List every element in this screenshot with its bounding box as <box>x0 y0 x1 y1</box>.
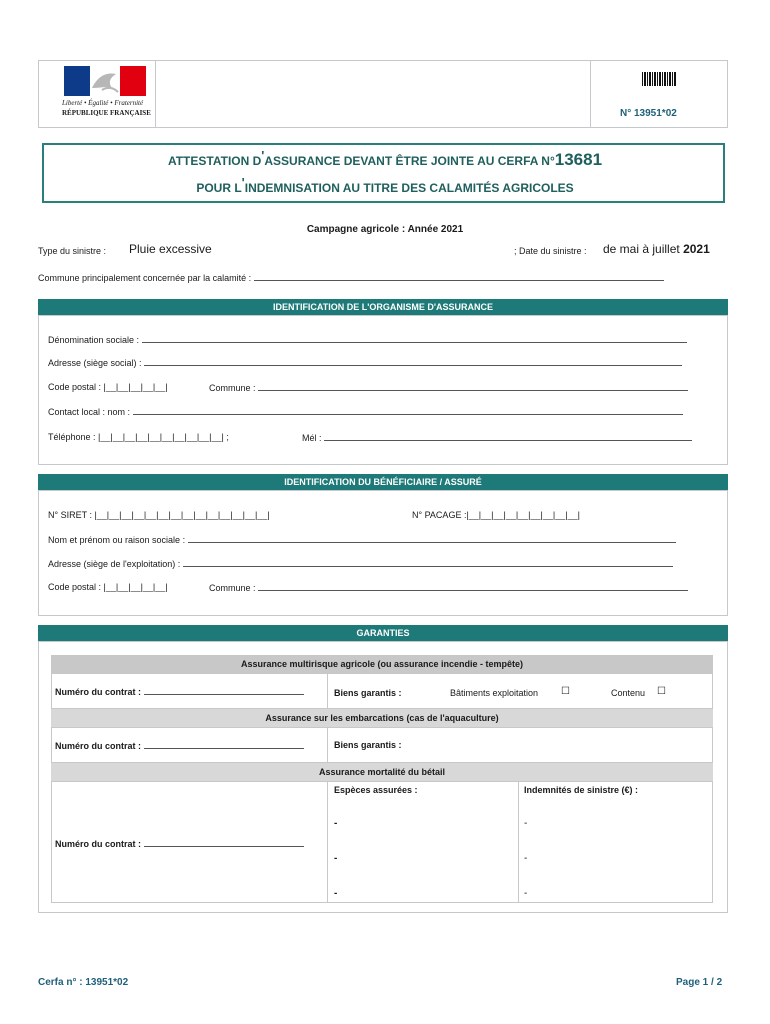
fill-line <box>144 838 304 847</box>
fill-line <box>142 334 687 343</box>
adresse-exploitation-label: Adresse (siège de l'exploitation) : <box>48 559 181 569</box>
marianne-icon <box>62 66 148 96</box>
indemnite-entry-1[interactable]: - <box>524 818 528 829</box>
org-commune-label: Commune : <box>209 383 256 393</box>
benef-commune-field[interactable] <box>209 582 699 593</box>
mortalite-indemnites-cell <box>518 781 713 903</box>
sinistre-type-label: Type du sinistre : <box>38 246 107 256</box>
siret-label: N° SIRET : |__|__|__|__|__|__|__|__|__|__|__|__|__|__| <box>48 510 270 520</box>
fill-line <box>144 686 304 695</box>
pacage-label: N° PACAGE :|__|__|__|__|__|__|__|__|__| <box>412 510 580 520</box>
title-line-1 <box>0 148 770 170</box>
espece-entry-1[interactable]: - <box>334 818 338 829</box>
section-header-organisme: IDENTIFICATION DE L'ORGANISME D'ASSURANCE <box>38 299 728 315</box>
multirisque-contrat-field[interactable] <box>55 686 325 697</box>
contact-nom-field[interactable] <box>48 406 698 417</box>
logo-republique: RÉPUBLIQUE FRANÇAISE <box>62 109 151 117</box>
sinistre-type-value[interactable]: Pluie excessive <box>129 242 212 256</box>
commune-concernee-label: Commune principalement concernée par la calamité : <box>38 273 252 283</box>
org-code-postal-label: Code postal : |__|__|__|__|__| <box>48 382 168 392</box>
header-divider-right <box>590 60 591 128</box>
form-number: N° 13951*02 <box>620 108 677 119</box>
mel-label: Mél : <box>302 433 322 443</box>
indemnite-entry-2[interactable]: - <box>524 853 528 864</box>
title-part: ASSURANCE DEVANT ÊTRE JOINTE AU CERFA N° <box>264 154 555 168</box>
benef-code-postal-field[interactable] <box>48 582 168 592</box>
fill-line <box>144 740 304 749</box>
date-range: de mai à juillet <box>603 242 680 256</box>
adresse-siege-label: Adresse (siège social) : <box>48 358 142 368</box>
title-part: POUR L <box>196 181 242 195</box>
fill-line <box>254 272 664 281</box>
section-header-garanties: GARANTIES <box>38 625 728 641</box>
benef-commune-label: Commune : <box>209 583 256 593</box>
mortalite-especes-cell <box>327 781 519 903</box>
title-apostrophe: ' <box>241 175 245 190</box>
biens-garantis-label: Biens garantis : <box>334 688 402 698</box>
denomination-label: Dénomination sociale : <box>48 335 140 345</box>
nom-raison-sociale-label: Nom et prénom ou raison sociale : <box>48 535 186 545</box>
siret-field[interactable] <box>48 510 270 520</box>
org-commune-field[interactable] <box>209 382 699 393</box>
embarcations-contrat-field[interactable] <box>55 740 325 751</box>
mortalite-title: Assurance mortalité du bétail <box>51 763 713 781</box>
republique-francaise-logo <box>62 66 152 124</box>
numero-contrat-label: Numéro du contrat : <box>55 741 142 751</box>
espece-entry-3[interactable]: - <box>334 888 338 899</box>
logo-motto: Liberté • Égalité • Fraternité <box>62 99 144 107</box>
espece-entry-2[interactable]: - <box>334 853 338 864</box>
fill-line <box>133 406 683 415</box>
indemnites-sinistre-label: Indemnités de sinistre (€) : <box>524 785 639 795</box>
fill-line <box>188 534 676 543</box>
sinistre-date-value[interactable] <box>603 242 710 256</box>
title-line-2 <box>0 175 770 195</box>
contact-nom-label: Contact local : nom : <box>48 407 131 417</box>
contenu-checkbox[interactable]: ☐ <box>657 686 666 697</box>
mel-field[interactable] <box>302 432 702 443</box>
title-apostrophe: ' <box>261 148 265 163</box>
numero-contrat-label: Numéro du contrat : <box>55 687 142 697</box>
fill-line <box>258 382 688 391</box>
title-part: ATTESTATION D <box>167 154 262 168</box>
fill-line <box>324 432 692 441</box>
campaign-label: Campagne agricole : Année 2021 <box>306 224 464 235</box>
especes-assurees-label: Espèces assurées : <box>334 785 418 795</box>
adresse-exploitation-field[interactable] <box>48 558 698 569</box>
barcode-icon <box>642 72 677 86</box>
fill-line <box>144 357 682 366</box>
multirisque-title: Assurance multirisque agricole (ou assurance incendie - tempête) <box>51 655 713 673</box>
section-beneficiaire <box>38 490 728 616</box>
telephone-label: Téléphone : |__|__|__|__|__|__|__|__|__|__| ; <box>48 432 229 442</box>
footer-page-number: Page 1 / 2 <box>676 977 723 988</box>
cerfa-number: 13681 <box>554 150 603 169</box>
batiments-checkbox[interactable]: ☐ <box>561 686 570 697</box>
embarcations-biens-label: Biens garantis : <box>334 740 402 750</box>
embarcations-title: Assurance sur les embarcations (cas de l'aquaculture) <box>51 709 713 727</box>
date-year: 2021 <box>683 242 710 256</box>
footer-cerfa-number: Cerfa n° : 13951*02 <box>38 977 129 988</box>
batiments-exploitation-label: Bâtiments exploitation <box>450 688 539 698</box>
indemnite-entry-3[interactable]: - <box>524 888 528 899</box>
mortalite-contrat-field[interactable] <box>55 838 325 849</box>
title-part: INDEMNISATION AU TITRE DES CALAMITÉS AGRICOLES <box>244 181 574 195</box>
commune-concernee-field[interactable] <box>38 272 698 283</box>
nom-raison-sociale-field[interactable] <box>48 534 698 545</box>
telephone-field[interactable] <box>48 432 229 442</box>
fill-line <box>183 558 673 567</box>
adresse-siege-field[interactable] <box>48 357 698 368</box>
benef-code-postal-label: Code postal : |__|__|__|__|__| <box>48 582 168 592</box>
numero-contrat-label: Numéro du contrat : <box>55 839 142 849</box>
sinistre-date-label: ; Date du sinistre : <box>514 246 587 256</box>
denomination-field[interactable] <box>48 334 698 345</box>
org-code-postal-field[interactable] <box>48 382 168 392</box>
section-header-beneficiaire: IDENTIFICATION DU BÉNÉFICIAIRE / ASSURÉ <box>38 474 728 490</box>
fill-line <box>258 582 688 591</box>
header-divider <box>155 60 156 128</box>
contenu-label: Contenu <box>611 688 646 698</box>
pacage-field[interactable] <box>412 510 580 520</box>
